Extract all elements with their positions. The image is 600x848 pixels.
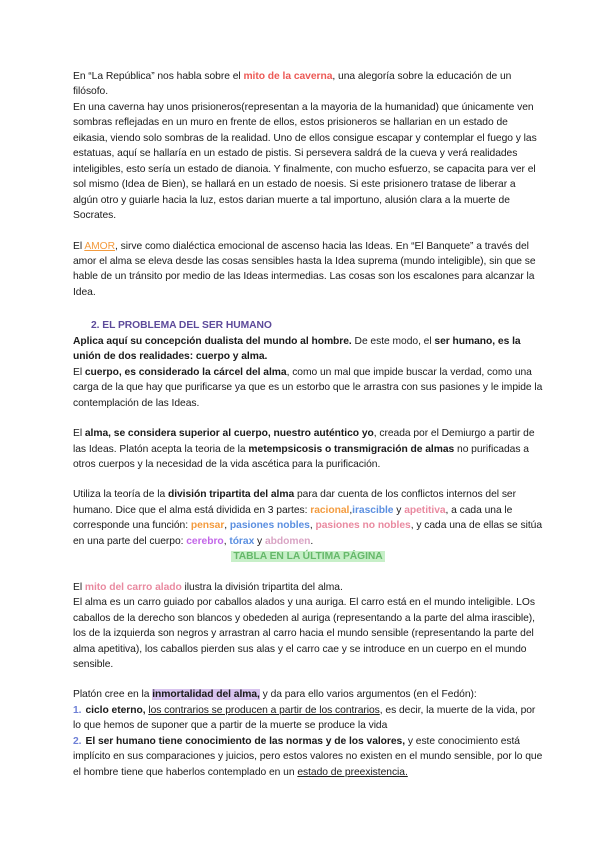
text: El bbox=[73, 428, 85, 440]
bold-text: división tripartita del alma bbox=[167, 489, 295, 501]
text: . bbox=[310, 535, 314, 547]
text: En “La República” nos habla sobre el bbox=[73, 71, 244, 82]
bold-text: Aplica aquí su concepción dualista del mundo al hombre. bbox=[73, 335, 352, 347]
underlined-text: los contrarios se producen a partir de los contrarios bbox=[148, 704, 380, 716]
underlined-text: estado de preexistencia. bbox=[297, 766, 408, 778]
text: , bbox=[224, 520, 230, 532]
term-apetitiva: apetitiva bbox=[404, 504, 446, 516]
text: , a cada una le corresponde una función: bbox=[73, 504, 513, 532]
bold-text: ciclo eterno, bbox=[85, 704, 146, 716]
term-pasiones-nobles: pasiones nobles bbox=[229, 520, 310, 532]
text: , como un mal que impide buscar la verdad, como una carga de la que hay que purificarse ya que es un estorbo que le arrastra con sus pasiones y le impide la contemplación de las Ideas. bbox=[73, 366, 543, 409]
text: ilustra la división tripartita del alma. bbox=[181, 581, 343, 593]
paragraph-inmortalidad bbox=[73, 687, 543, 702]
paragraph-carro-alado bbox=[73, 580, 543, 595]
text: no purificadas a otros cuerpos y la necesidad de la vida ascética para la purificación. bbox=[73, 443, 529, 470]
term-irascible: irascible bbox=[352, 504, 394, 516]
text: El bbox=[73, 366, 85, 378]
term-pasiones-no-nobles: pasiones no nobles bbox=[315, 520, 411, 532]
tabla-note: TABLA EN LA ÚLTIMA PÁGINA bbox=[233, 551, 383, 563]
text: , bbox=[349, 504, 353, 516]
text: , una alegoría sobre la educación de un filósofo. bbox=[73, 71, 512, 98]
text: , bbox=[223, 535, 230, 547]
bold-text: cuerpo, es considerado la cárcel del alma bbox=[84, 366, 287, 378]
text: De este modo, el bbox=[351, 335, 435, 347]
amor-term: AMOR bbox=[84, 240, 116, 252]
paragraph-dualismo bbox=[73, 334, 543, 365]
bold-text: ser humano, es la unión de dos realidades: cuerpo y alma. bbox=[73, 335, 521, 363]
text: Utiliza la teoría de la bbox=[73, 489, 168, 501]
term-racional: racional bbox=[310, 504, 350, 516]
list-item-1 bbox=[73, 703, 543, 734]
text: El bbox=[73, 581, 85, 593]
paragraph-amor bbox=[73, 239, 543, 301]
term-torax: tórax bbox=[229, 535, 255, 547]
bold-text: alma, se considera superior al cuerpo, nuestro auténtico yo bbox=[84, 428, 374, 440]
text: y bbox=[393, 504, 405, 516]
mito-carro-term: mito del carro alado bbox=[84, 581, 182, 593]
text: , bbox=[309, 520, 316, 532]
paragraph-caverna: En una caverna hay unos prisioneros(representan a la mayoria de la humanidad) que únicamente ven sombras reflejadas en un muro en frente de ellos, estos prisioneros se hallarian en un estado de eikasia, viendo solo sombras de la realidad. Uno de ellos consigue escapar y contemplar el fuego y las estatuas, aquí se hallaría en un estado de pistis. Si persevera saldrá de la cueva y verá realidades inteligibles, esto sería un estado de dianoia. Y finalmente, con mucho esfuerzo, se capacita para ver el sol mismo (Idea de Bien), se hallará en un estado de noesis. Si este prisionero tratase de liberar a algún otro y guiarle hacia la luz, estos darian muerte a tal importuno, alusión clara a la muerte de Socrates. bbox=[73, 101, 537, 222]
paragraph-carro: El alma es un carro guiado por caballos alados y una auriga. El carro está en el mundo inteligible. LOs caballos de la derecho son blancos y obededen al auriga (representando a la parte del alma irascible), los de la izquierda son negros y arrastran al carro hacia el mundo sensible (representando la parte del alma apetitiva), los caballos pierden sus alas y el carro cae y se introduce en un cuerpo en el mundo sensible. bbox=[73, 597, 535, 670]
text: y este conocimiento está implícito en sus comparaciones y juicios, pero estos valores no existen en el mundo sensible, por lo que el hombre tiene que haberlos contemplado en un bbox=[73, 735, 543, 778]
section-heading: 2. EL PROBLEMA DEL SER HUMANO bbox=[91, 320, 272, 332]
term-cerebro: cerebro bbox=[186, 535, 224, 547]
text: y bbox=[254, 535, 265, 547]
list-item-2 bbox=[73, 734, 543, 780]
text: para dar cuenta de los conflictos internos del ser humano. Dice que el alma está dividida en 3 partes: bbox=[73, 489, 516, 516]
paragraph-cuerpo bbox=[73, 365, 543, 411]
bold-text: metempsicosis o transmigración de almas bbox=[248, 443, 455, 455]
term-pensar: pensar bbox=[190, 520, 225, 532]
text: , creada por el Demiurgo a partir de las Ideas. Platón acepta la teoria de la bbox=[73, 428, 535, 455]
bold-text: El ser humano tiene conocimiento de las normas y de los valores, bbox=[85, 735, 406, 747]
term-abdomen: abdomen bbox=[264, 535, 311, 547]
text: Platón cree en la bbox=[73, 689, 153, 701]
paragraph-tripartita bbox=[73, 487, 543, 549]
text: y da para ello varios argumentos (en el Fedón): bbox=[259, 689, 477, 701]
tabla-note-row bbox=[73, 549, 543, 564]
paragraph-republica bbox=[73, 69, 543, 100]
text: El bbox=[73, 240, 85, 252]
text: , sirve como dialéctica emocional de ascenso hacia las Ideas. En “El Banquete” a través del amor el alma se eleva desde las cosas sensibles hasta la Idea suprema (mundo inteligible), sin que se hable de un tránsito por medio de las Ideas intermedias. Las cosas son los escalones para alcanzar la Idea. bbox=[73, 240, 536, 298]
mito-caverna-term: mito de la caverna bbox=[243, 71, 333, 82]
text: , es decir, la muerte de la vida, por lo que hemos de suponer que a partir de la muerte se produce la vida bbox=[73, 704, 536, 732]
list-number: 2. bbox=[73, 735, 82, 747]
text: , y cada una de ellas se sitúa en una parte del cuerpo: bbox=[73, 520, 543, 547]
inmortalidad-highlight: inmortalidad del alma, bbox=[152, 689, 260, 701]
list-number: 1. bbox=[73, 704, 82, 716]
document-body bbox=[73, 69, 543, 780]
paragraph-alma bbox=[73, 426, 543, 472]
